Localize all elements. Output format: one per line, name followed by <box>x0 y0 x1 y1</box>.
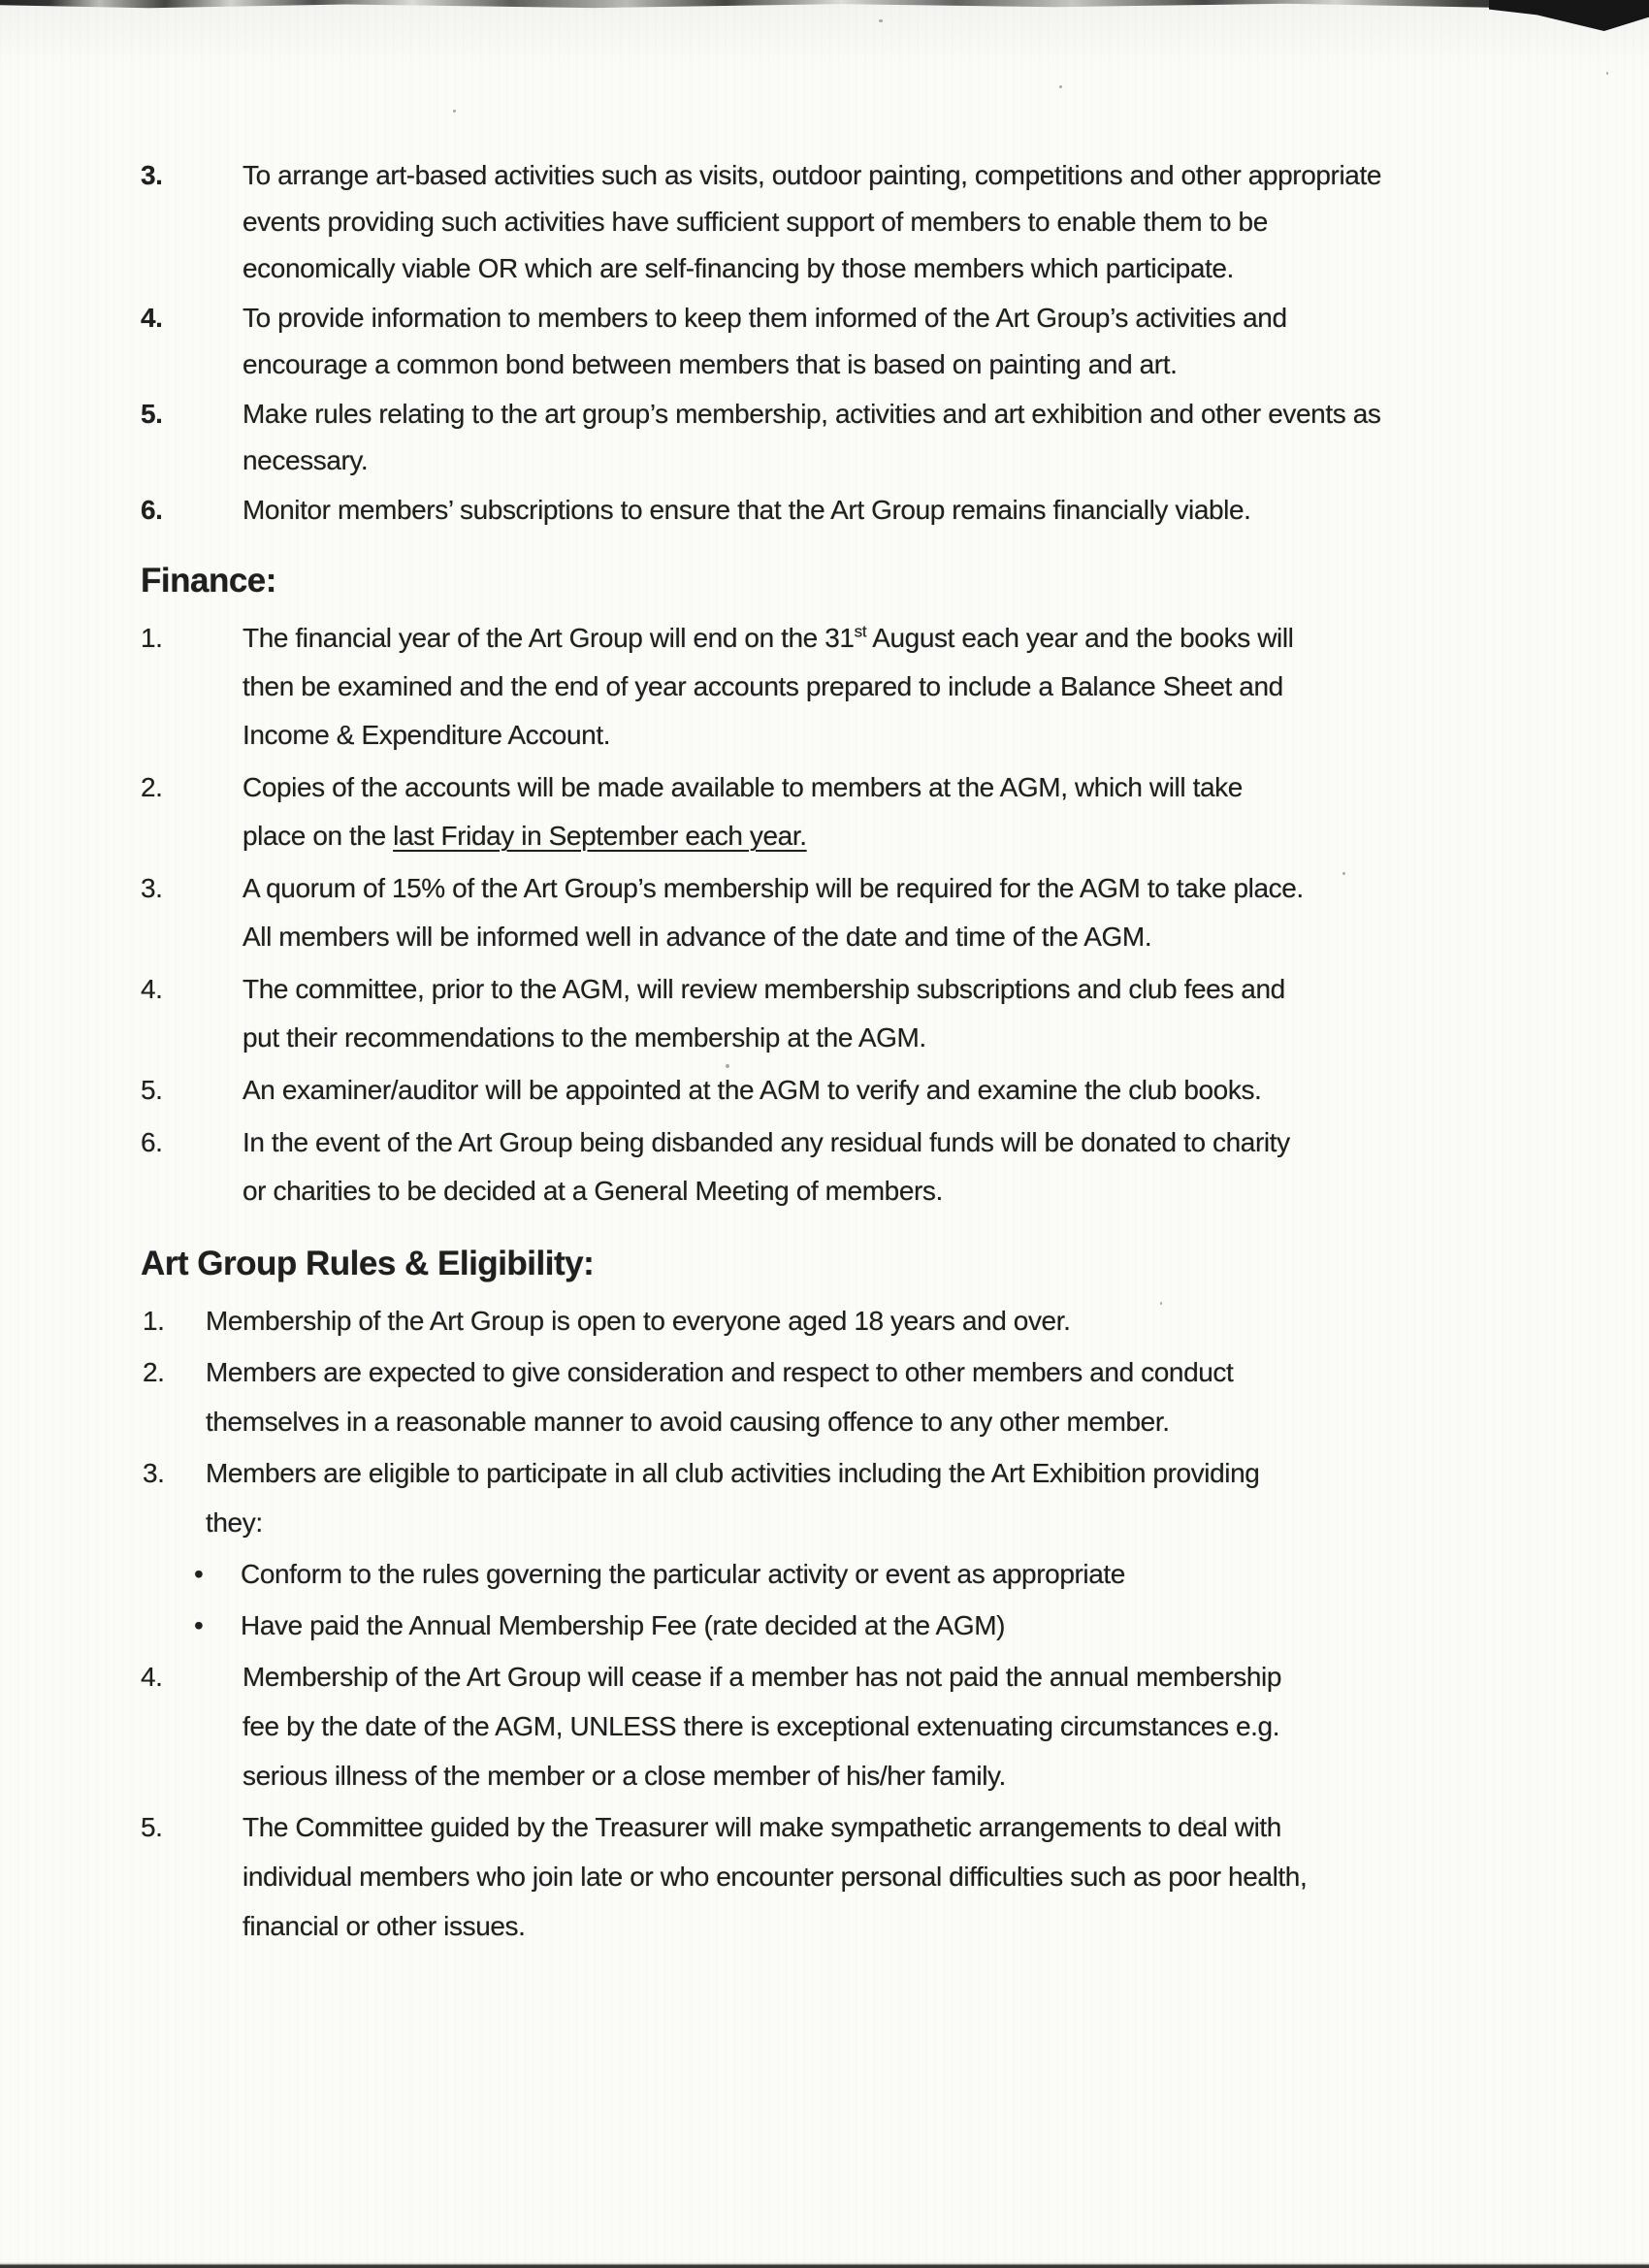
text-line: To provide information to members to keep them informed of the Art Group’s activities and <box>242 303 1287 333</box>
text-line: Have paid the Annual Membership Fee (rate decided at the AGM) <box>241 1610 1006 1640</box>
list-item <box>141 864 1649 961</box>
list-item <box>194 1549 1649 1599</box>
text-line: Conform to the rules governing the particular activity or event as appropriate <box>241 1559 1125 1589</box>
bullet-marker: • <box>194 1610 204 1640</box>
text-line: All members will be informed well in advance of the date and time of the AGM. <box>242 922 1152 952</box>
list-item <box>141 295 1649 388</box>
scan-speck <box>453 110 456 113</box>
list-item <box>143 1448 1649 1547</box>
text-line: Membership of the Art Group will cease if a member has not paid the annual membership <box>242 1662 1282 1692</box>
item-number: 1. <box>143 1306 165 1336</box>
text-line: To arrange art-based activities such as visits, outdoor painting, competitions and other appropriate <box>242 160 1382 190</box>
underlined-text: last Friday in September each year. <box>393 821 807 851</box>
text-line: financial or other issues. <box>242 1911 526 1941</box>
list-item <box>194 1601 1649 1650</box>
objectives-list <box>0 152 1649 534</box>
item-number: 4. <box>141 303 163 333</box>
text-line: Monitor members’ subscriptions to ensure that the Art Group remains financially viable. <box>242 495 1251 525</box>
item-number: 3. <box>141 160 163 190</box>
text-segment: August each year and the books will <box>866 623 1294 653</box>
rules-list <box>0 1296 1649 1951</box>
text-line: Income & Expenditure Account. <box>242 720 611 750</box>
text-line: Membership of the Art Group is open to everyone aged 18 years and over. <box>206 1306 1071 1336</box>
list-item <box>141 614 1649 760</box>
text-line: individual members who join late or who encounter personal difficulties such as poor health, <box>242 1862 1308 1892</box>
text-line: In the event of the Art Group being disbanded any residual funds will be donated to charity <box>242 1127 1290 1157</box>
item-number: 5. <box>141 399 163 429</box>
text-line: then be examined and the end of year accounts prepared to include a Balance Sheet and <box>242 671 1283 701</box>
bullet-marker: • <box>194 1559 204 1589</box>
list-item <box>141 1652 1649 1800</box>
list-item <box>141 965 1649 1062</box>
scan-artifact-top-edge <box>0 0 1649 9</box>
item-number: 3. <box>143 1458 165 1488</box>
text-line: they: <box>206 1507 263 1538</box>
list-item <box>141 1066 1649 1115</box>
text-line: An examiner/auditor will be appointed at the AGM to verify and examine the club books. <box>242 1075 1262 1105</box>
finance-list <box>0 614 1649 1215</box>
list-item <box>141 152 1649 292</box>
scan-speck <box>1059 85 1062 88</box>
text-line <box>242 812 1649 860</box>
text-line: serious illness of the member or a close member of his/her family. <box>242 1761 1006 1791</box>
item-number: 2. <box>141 772 163 802</box>
list-item <box>143 1347 1649 1446</box>
text-line: or charities to be decided at a General Meeting of members. <box>242 1176 943 1206</box>
text-line: economically viable OR which are self-financing by those members which participate. <box>242 253 1234 283</box>
text-line: The Committee guided by the Treasurer will make sympathetic arrangements to deal with <box>242 1812 1281 1842</box>
list-item <box>141 487 1649 534</box>
text-line: Copies of the accounts will be made available to members at the AGM, which will take <box>242 772 1243 802</box>
scan-artifact-corner-wedge <box>1489 0 1649 31</box>
list-item <box>141 1118 1649 1215</box>
item-number: 6. <box>141 495 163 525</box>
text-line: fee by the date of the AGM, UNLESS there is exceptional extenuating circumstances e.g. <box>242 1711 1280 1741</box>
text-line: The committee, prior to the AGM, will review membership subscriptions and club fees and <box>242 974 1285 1004</box>
text-line: Make rules relating to the art group’s membership, activities and art exhibition and other events as <box>242 399 1381 429</box>
text-segment: The financial year of the Art Group will end on the 31 <box>242 623 855 653</box>
list-item <box>141 763 1649 860</box>
superscript-text: st <box>854 622 867 641</box>
item-number: 3. <box>141 873 163 903</box>
text-line: put their recommendations to the membership at the AGM. <box>242 1022 926 1053</box>
text-line: themselves in a reasonable manner to avoid causing offence to any other member. <box>206 1407 1170 1437</box>
list-item <box>141 1802 1649 1951</box>
list-item <box>141 391 1649 484</box>
list-item <box>143 1296 1649 1345</box>
item-number: 6. <box>141 1127 163 1157</box>
text-line: encourage a common bond between members that is based on painting and art. <box>242 349 1178 379</box>
item-number: 5. <box>141 1812 163 1842</box>
scan-speck <box>879 19 883 22</box>
text-line <box>242 614 1649 663</box>
item-number: 4. <box>141 974 163 1004</box>
rules-heading: Art Group Rules & Eligibility: <box>141 1245 595 1282</box>
text-segment: place on the <box>242 821 394 851</box>
text-line: Members are eligible to participate in all club activities including the Art Exhibition providing <box>206 1458 1260 1488</box>
text-line: A quorum of 15% of the Art Group’s membership will be required for the AGM to take place. <box>242 873 1304 903</box>
document-body <box>0 152 1649 1953</box>
item-number: 4. <box>141 1662 163 1692</box>
scan-artifact-bottom-edge <box>0 2262 1649 2268</box>
text-line: Members are expected to give consideration and respect to other members and conduct <box>206 1357 1234 1387</box>
item-number: 5. <box>141 1075 163 1105</box>
finance-heading: Finance: <box>141 562 276 599</box>
text-line: events providing such activities have sufficient support of members to enable them to be <box>242 207 1268 237</box>
text-line: necessary. <box>242 445 369 475</box>
item-number: 2. <box>143 1357 165 1387</box>
scan-speck <box>1606 72 1608 75</box>
item-number: 1. <box>141 623 163 653</box>
